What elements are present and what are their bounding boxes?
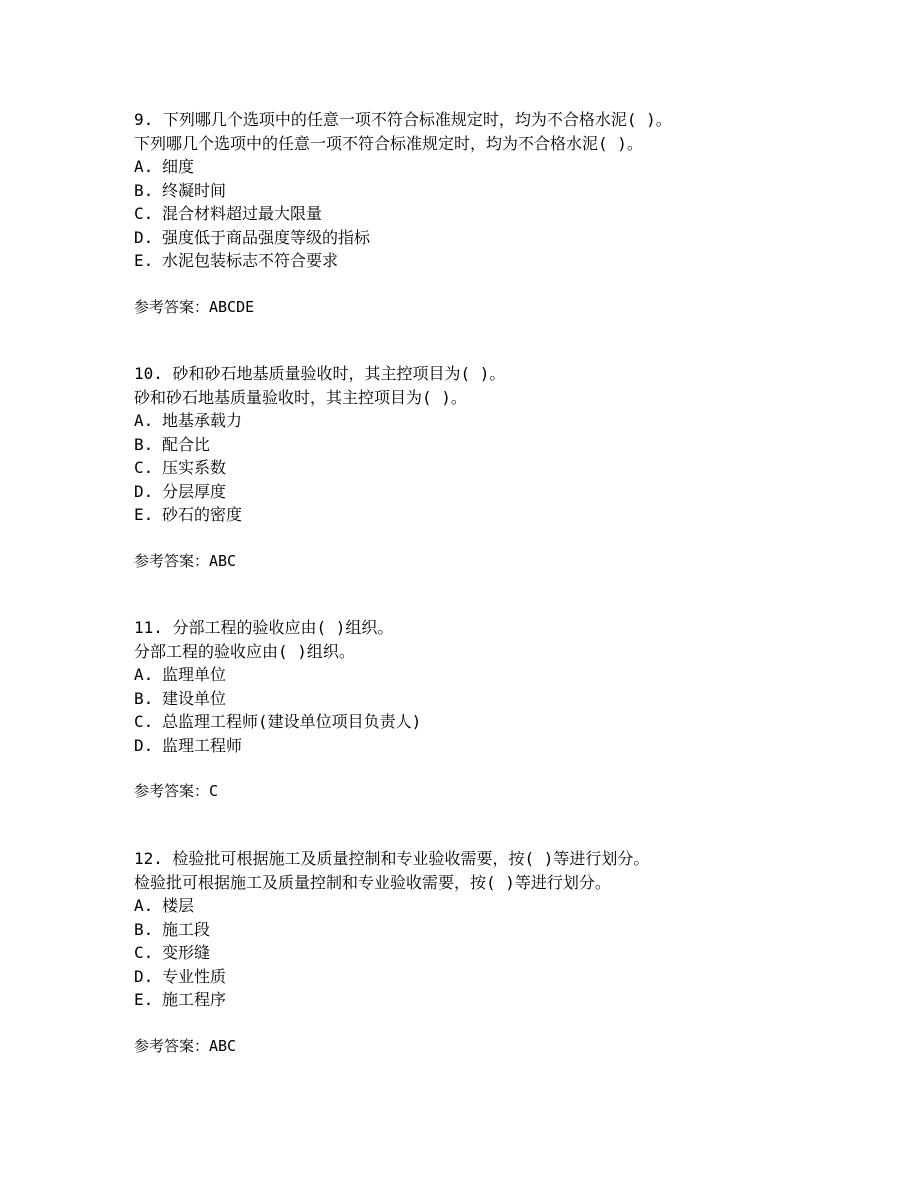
option-letter: A. <box>134 411 154 430</box>
option-b <box>134 179 894 203</box>
option-text: 水泥包装标志不符合要求 <box>162 251 339 270</box>
option-letter: E. <box>134 251 154 270</box>
option-text: 分层厚度 <box>162 481 227 501</box>
option-text: 混合材料超过最大限量 <box>162 204 323 223</box>
reference-answer: 参考答案：ABCDE <box>134 297 255 316</box>
option-d <box>134 480 894 504</box>
option-text: 监理单位 <box>162 665 227 684</box>
option-text: 强度低于商品强度等级的指标 <box>162 227 371 247</box>
option-text: 施工程序 <box>162 990 227 1009</box>
option-text: 监理工程师 <box>162 735 243 755</box>
question-title: 12. 检验批可根据施工及质量控制和专业验收需要，按( )等进行划分。 <box>134 849 650 868</box>
option-letter: C. <box>134 712 154 731</box>
option-letter: D. <box>134 227 154 247</box>
option-text: 配合比 <box>162 434 211 454</box>
question-title: 9. 下列哪几个选项中的任意一项不符合标准规定时，均为不合格水泥( )。 <box>134 110 672 129</box>
question-stem: 分部工程的验收应由( )组织。 <box>134 641 355 661</box>
option-a <box>134 155 894 179</box>
option-text: 施工段 <box>162 919 211 939</box>
question-stem: 下列哪几个选项中的任意一项不符合标准规定时，均为不合格水泥( )。 <box>134 133 643 153</box>
option-text: 压实系数 <box>162 458 227 477</box>
option-c <box>134 941 894 965</box>
option-letter: D. <box>134 735 154 755</box>
option-text: 砂石的密度 <box>162 505 243 524</box>
reference-answer: 参考答案：ABC <box>134 1036 237 1055</box>
option-b <box>134 687 894 711</box>
option-text: 终凝时间 <box>162 180 227 200</box>
option-d <box>134 734 894 758</box>
option-text: 细度 <box>162 157 195 176</box>
option-a <box>134 894 894 918</box>
option-letter: A. <box>134 157 154 176</box>
option-text: 楼层 <box>162 896 195 915</box>
option-letter: E. <box>134 990 154 1009</box>
option-text: 建设单位 <box>162 688 227 708</box>
question-9 <box>134 108 894 319</box>
option-letter: B. <box>134 434 154 454</box>
option-a <box>134 663 894 687</box>
option-b <box>134 918 894 942</box>
option-text: 变形缝 <box>162 943 211 962</box>
option-c <box>134 710 894 734</box>
reference-answer: 参考答案：ABC <box>134 551 237 570</box>
option-letter: C. <box>134 204 154 223</box>
option-e <box>134 249 894 273</box>
question-stem: 砂和砂石地基质量验收时，其主控项目为( )。 <box>134 387 467 407</box>
option-c <box>134 456 894 480</box>
question-12 <box>134 847 894 1058</box>
option-text: 总监理工程师(建设单位项目负责人) <box>162 712 422 731</box>
question-11 <box>134 616 894 803</box>
option-letter: C. <box>134 458 154 477</box>
option-letter: E. <box>134 505 154 524</box>
option-b <box>134 433 894 457</box>
option-a <box>134 409 894 433</box>
option-letter: B. <box>134 180 154 200</box>
option-e <box>134 503 894 527</box>
option-letter: B. <box>134 688 154 708</box>
option-d <box>134 226 894 250</box>
question-title: 11. 分部工程的验收应由( )组织。 <box>134 618 394 637</box>
question-title: 10. 砂和砂石地基质量验收时，其主控项目为( )。 <box>134 364 506 383</box>
option-letter: C. <box>134 943 154 962</box>
option-letter: D. <box>134 966 154 986</box>
option-c <box>134 202 894 226</box>
option-letter: A. <box>134 896 154 915</box>
question-stem: 检验批可根据施工及质量控制和专业验收需要，按( )等进行划分。 <box>134 872 611 892</box>
option-text: 专业性质 <box>162 966 227 986</box>
option-text: 地基承载力 <box>162 411 243 430</box>
question-10 <box>134 362 894 573</box>
reference-answer: 参考答案：C <box>134 782 219 800</box>
option-e <box>134 988 894 1012</box>
option-letter: B. <box>134 919 154 939</box>
option-d <box>134 965 894 989</box>
option-letter: A. <box>134 665 154 684</box>
option-letter: D. <box>134 481 154 501</box>
